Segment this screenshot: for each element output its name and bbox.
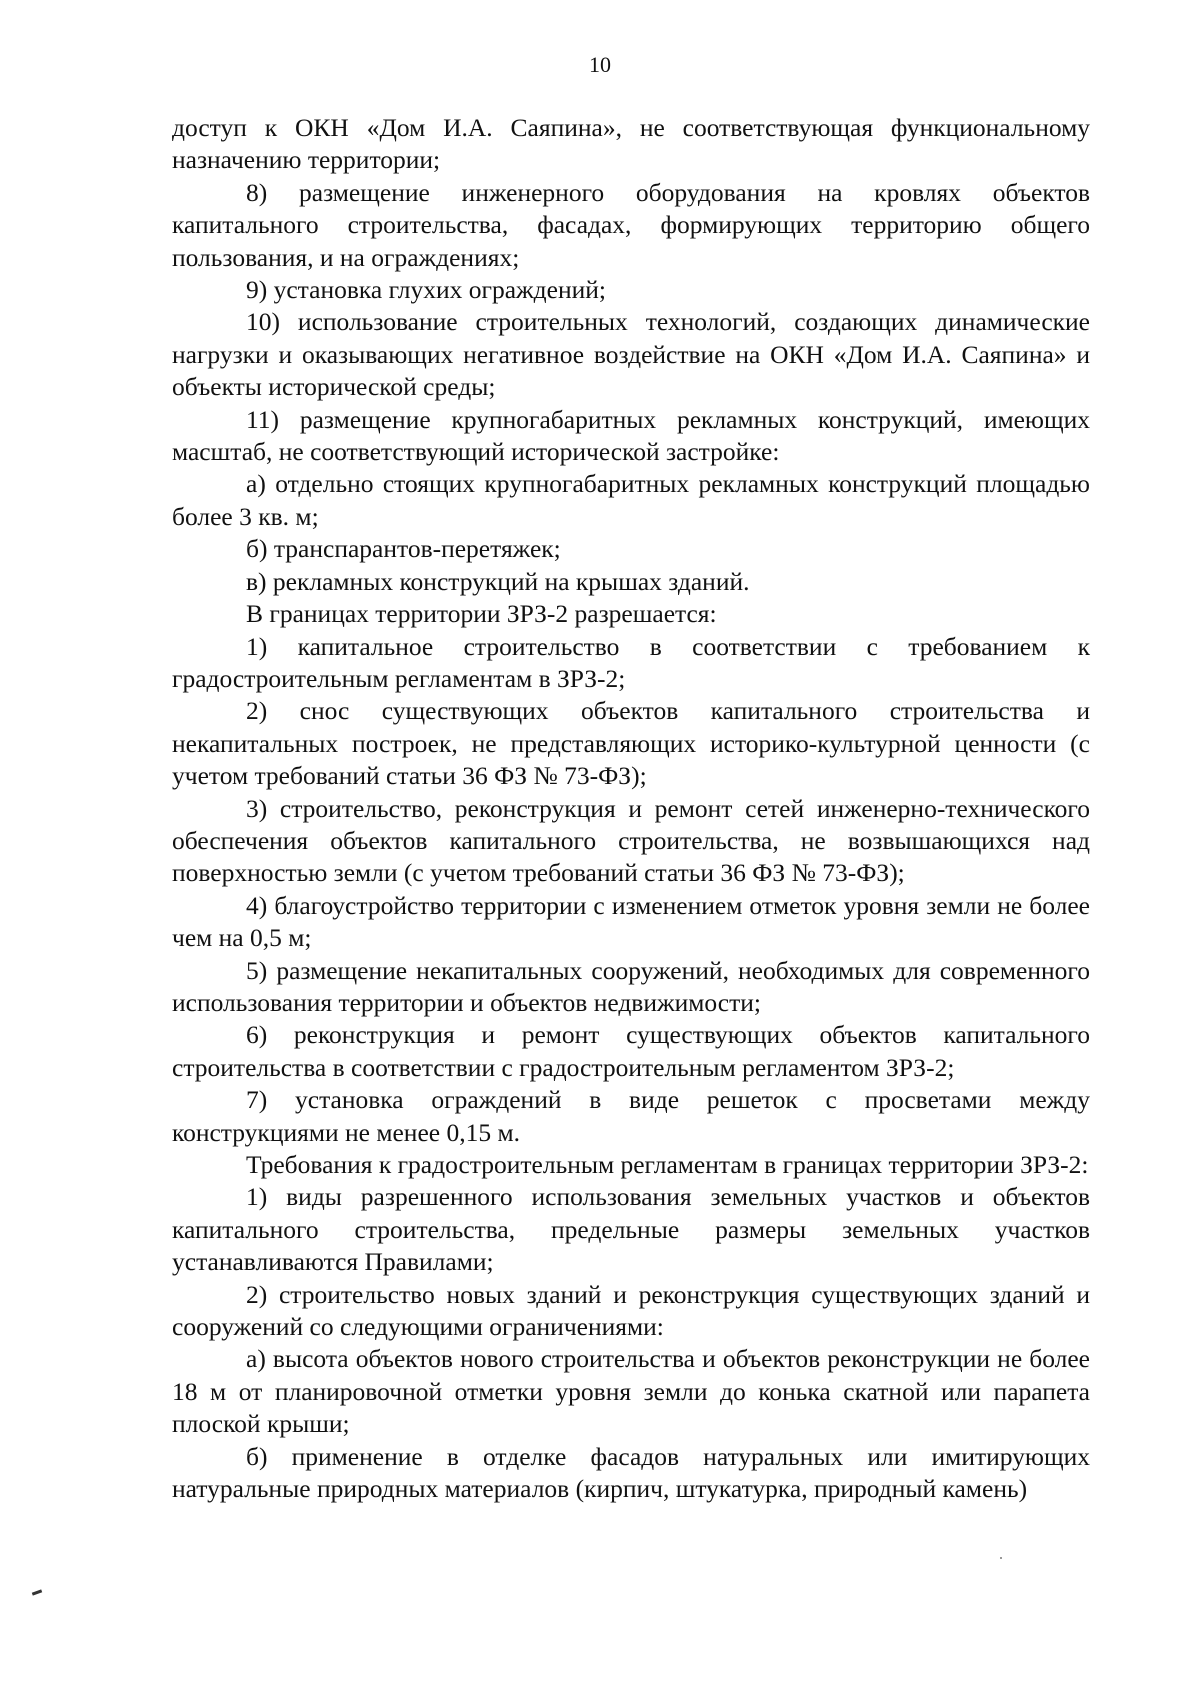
sub-item-v: в) рекламных конструкций на крышах зданий.	[246, 566, 750, 596]
allowed-item-4: 4) благоустройство территории с изменением отметок уровня земли не более чем на 0,5 м;	[172, 890, 1090, 953]
paragraph-continuation: доступ к ОКН «Дом И.А. Саяпина», не соответствующая функциональному назначению территории;	[172, 113, 1090, 175]
sub-item-a: а) отдельно стоящих крупногабаритных рекламных конструкций площадью более 3 кв. м;	[172, 469, 1090, 531]
requirement-item-2: 2) строительство новых зданий и реконструкция существующих зданий и сооружений со следующими ограничениями:	[172, 1279, 1090, 1342]
allowed-item-2: 2) снос существующих объектов капитального строительства и некапитальных построек, не представляющих историко-культурной ценности (с учетом требований статьи 36 ФЗ № 73-ФЗ);	[172, 696, 1090, 791]
scan-artifact-mark	[32, 1589, 42, 1595]
document-body	[172, 112, 1090, 1505]
section-heading-allowed: В границах территории ЗРЗ-2 разрешается:	[246, 599, 717, 629]
requirement-item-1: 1) виды разрешенного использования земельных участков и объектов капитального строительства, предельные размеры земельных участков устанавливаются Правилами;	[172, 1182, 1090, 1277]
section-heading-requirements: Требования к градостроительным регламентам в границах территории ЗРЗ-2:	[246, 1150, 1089, 1179]
allowed-item-3: 3) строительство, реконструкция и ремонт сетей инженерно-технического обеспечения объектов капитального строительства, не возвышающихся над поверхностью земли (с учетом требований статьи 36 ФЗ № 73-ФЗ);	[172, 793, 1090, 888]
allowed-item-1: 1) капитальное строительство в соответствии с требованием к градостроительным регламентам в ЗРЗ-2;	[172, 631, 1090, 693]
requirement-sub-item-b: б) применение в отделке фасадов натуральных или имитирующих натуральные природных материалов (кирпич, штукатурка, природный камень)	[172, 1441, 1090, 1504]
list-item-9: 9) установка глухих ограждений;	[246, 275, 606, 305]
allowed-item-5: 5) размещение некапитальных сооружений, необходимых для современного использования территории и объектов недвижимости;	[172, 955, 1090, 1017]
requirement-sub-item-a: а) высота объектов нового строительства и объектов реконструкции не более 18 м от планировочной отметки уровня земли до конька скатной или парапета плоской крыши;	[172, 1344, 1090, 1439]
allowed-item-6: 6) реконструкция и ремонт существующих объектов капитального строительства в соответствии с градостроительным регламентом ЗРЗ-2;	[172, 1020, 1090, 1082]
scan-artifact-dot	[1000, 1557, 1002, 1559]
sub-item-b: б) транспарантов-перетяжек;	[246, 534, 561, 564]
allowed-item-7: 7) установка ограждений в виде решеток с просветами между конструкциями не менее 0,15 м.	[172, 1085, 1090, 1147]
list-item-11: 11) размещение крупногабаритных рекламных конструкций, имеющих масштаб, не соответствующий исторической застройке:	[172, 404, 1090, 467]
list-item-8: 8) размещение инженерного оборудования на кровлях объектов капитального строительства, фасадах, формирующих территорию общего пользования, и на ограждениях;	[172, 177, 1090, 272]
page-number: 10	[589, 52, 611, 77]
list-item-10: 10) использование строительных технологий, создающих динамические нагрузки и оказывающих негативное воздействие на ОКН «Дом И.А. Саяпина» и объекты исторической среды;	[172, 307, 1090, 402]
